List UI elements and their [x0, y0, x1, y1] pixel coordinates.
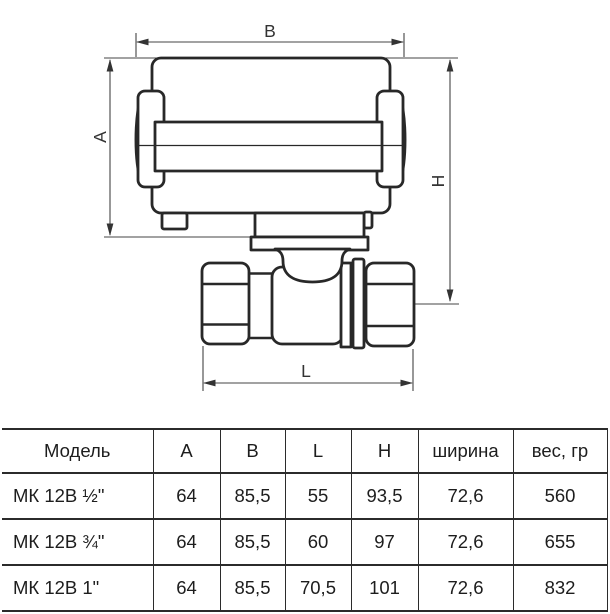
cell-weight: 560	[513, 473, 607, 519]
arrow-l-right	[401, 380, 414, 387]
header-h: H	[351, 429, 418, 473]
cell-l: 70,5	[285, 565, 351, 611]
actuator-front-band	[155, 122, 382, 171]
cell-l: 60	[285, 519, 351, 565]
cell-a: 64	[153, 519, 220, 565]
left-pipe-connector	[249, 274, 272, 339]
arrow-a-bottom	[107, 224, 114, 237]
dimension-label-h: H	[428, 174, 448, 188]
header-model: Модель	[2, 429, 153, 473]
cell-width: 72,6	[418, 565, 513, 611]
right-hex-nut	[366, 263, 414, 346]
arrow-h-bottom	[447, 290, 454, 303]
arrow-l-left	[203, 380, 216, 387]
cell-weight: 832	[513, 565, 607, 611]
dimension-label-l: L	[301, 361, 311, 381]
actuator-assembly	[136, 58, 406, 282]
header-width: ширина	[418, 429, 513, 473]
cell-width: 72,6	[418, 473, 513, 519]
cell-weight: 655	[513, 519, 607, 565]
cell-a: 64	[153, 473, 220, 519]
arrow-b-left	[136, 39, 149, 46]
cell-model: МК 12В ½"	[2, 473, 153, 519]
mounting-block	[255, 213, 364, 237]
table-row	[2, 473, 607, 519]
cell-h: 93,5	[351, 473, 418, 519]
arrow-a-top	[107, 59, 114, 72]
cell-a: 64	[153, 565, 220, 611]
dimension-label-b: B	[264, 21, 276, 41]
header-weight: вес, гр	[513, 429, 607, 473]
left-bottom-tab	[162, 213, 187, 229]
left-hex-nut	[202, 263, 249, 344]
cell-h: 97	[351, 519, 418, 565]
union-flange-outer	[353, 259, 364, 348]
arrow-b-right	[392, 39, 405, 46]
arrow-h-top	[447, 59, 454, 72]
union-flange-inner	[341, 263, 351, 347]
cell-l: 55	[285, 473, 351, 519]
cell-b: 85,5	[220, 473, 285, 519]
table-row	[2, 519, 607, 565]
cell-b: 85,5	[220, 565, 285, 611]
dimensions-table	[2, 428, 608, 612]
cell-model: МК 12В ¾"	[2, 519, 153, 565]
cell-b: 85,5	[220, 519, 285, 565]
table-row	[2, 565, 607, 611]
header-a: A	[153, 429, 220, 473]
header-b: B	[220, 429, 285, 473]
cell-h: 101	[351, 565, 418, 611]
cell-width: 72,6	[418, 519, 513, 565]
spec-table-wrap	[2, 428, 608, 612]
dimension-label-a: A	[90, 131, 110, 143]
cell-model: МК 12В 1"	[2, 565, 153, 611]
header-l: L	[285, 429, 351, 473]
table-header-row	[2, 429, 607, 473]
